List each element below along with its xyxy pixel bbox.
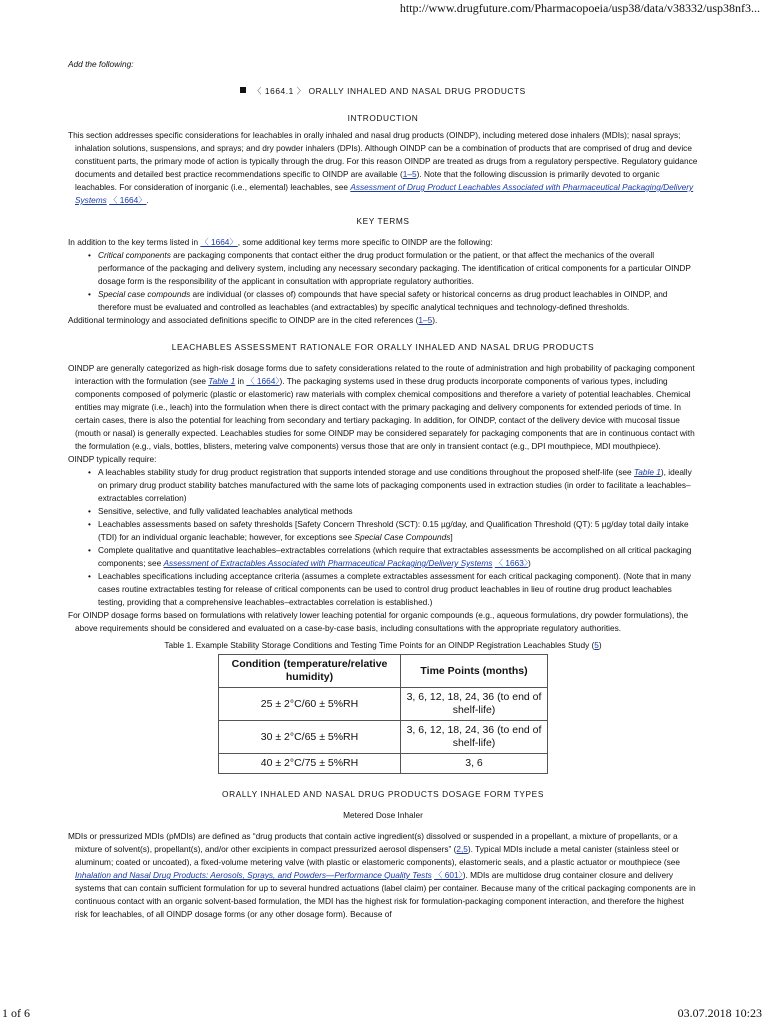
list-item: • Complete qualitative and quantitative leachables–extractables correlations (which require that extractables assessments be accomplished on all critical packaging components; see Assessment of Extractables Associated with Pharmaceutical Packaging/Delivery Systems 〈 1663〉) [98, 544, 698, 570]
list-item: • Sensitive, selective, and fully validated leachables analytical methods [98, 505, 698, 518]
introduction-paragraph: This section addresses specific considerations for leachables in orally inhaled and nasal drug products (OINDP), including metered dose inhalers (MDIs); nasal sprays; inhalation solutions, suspensions, and sprays; and dry powder inhalers (DPIs). Although OINDP can be a combination of products that are comprised of drug and device constituent parts, the primary mode of action is typically through the drug. For this reason OINDP are treated as drugs from a regulatory perspective. Regulatory guidance documents and detailed best practice recommendations specific to OINDP are available (1–5). Note that the following discussion is primarily devoted to organic leachables. For consideration of inorganic (i.e., elemental) leachables, see Assessment of Drug Product Leachables Associated with Pharmaceutical Packaging/Delivery Systems 〈 1664〉. [68, 130, 698, 205]
list-item: • A leachables stability study for drug product registration that supports intended storage and use conditions throughout the proposed shelf-life (see Table 1), ideally on primary drug product stability batches manufactured with the same lots of packaging components used in extraction studies (in order to facilitate a leachables–extractables correlation) [98, 466, 698, 505]
chapter-1664-link[interactable]: 〈 1664〉 [200, 237, 238, 247]
table-row [219, 721, 548, 754]
table-row [219, 754, 548, 774]
ref-link[interactable]: 5 [594, 640, 599, 650]
table-cell: 40 ± 2°C/75 ± 5%RH [219, 754, 401, 774]
ref-link[interactable]: 1–5 [402, 169, 417, 179]
table-cell: 25 ± 2°C/60 ± 5%RH [219, 688, 401, 721]
requires-lead: OINDP typically require: [68, 454, 157, 464]
dosage-forms-heading: ORALLY INHALED AND NASAL DRUG PRODUCTS DOSAGE FORM TYPES [222, 789, 544, 799]
additional-terminology: Additional terminology and associated definitions specific to OINDP are in the cited references (1–5). [68, 315, 438, 325]
ref-link[interactable]: 2,5 [456, 844, 468, 854]
chapter-number: 〈 1664.1 〉 [253, 86, 306, 96]
leachables-chapter-link[interactable]: Assessment of Drug Product Leachables Associated with Pharmaceutical Packaging/Delivery Systems [75, 182, 694, 205]
page-number: 1 of 6 [2, 1006, 30, 1020]
chapter-1664-link[interactable]: 〈 1664〉 [246, 376, 280, 386]
key-terms-heading: KEY TERMS [356, 216, 410, 226]
chapter-601-link[interactable]: 〈 601〉 [434, 870, 463, 880]
table-cell: 30 ± 2°C/65 ± 5%RH [219, 721, 401, 754]
requirements-list [68, 466, 698, 609]
table-cell: 3, 6, 12, 18, 24, 36 (to end of shelf-life) [401, 721, 548, 754]
lower-leaching-paragraph: For OINDP dosage forms based on formulations with relatively lower leaching potential for organic compounds (e.g., aqueous formulations, dry powder formulations), the above requirements should be considered and evaluated on a case-by-case basis, including consultations with the appropriate regulatory authorities. [68, 610, 689, 633]
table-1-link[interactable]: Table 1 [633, 467, 661, 477]
key-terms-lead: In addition to the key terms listed in 〈 1664〉, some additional key terms more specific to OINDP are the following: [68, 237, 493, 247]
intro-note: Add the following: [68, 59, 134, 69]
chapter-name: ORALLY INHALED AND NASAL DRUG PRODUCTS [308, 86, 526, 96]
table-row [219, 688, 548, 721]
list-item: • Critical components are packaging components that contact either the drug product formulation or the patient, or that affect the mechanics of the overall performance of the packaging and delivery system, including any necessary secondary packaging. The identification of critical components for a particular OINDP dosage form is the responsibility of the applicant in consultation with appropriate regulatory authorities. [98, 249, 698, 288]
list-item: • Special case compounds are individual (or classes of) compounds that have special safety or historical concerns as drug product leachables in OINDP, and therefore must be evaluated and controlled as leachables (and extractables) by specific analytical techniques and technology-defined thresholds. [98, 288, 698, 314]
ref-link[interactable]: 1–5 [418, 315, 433, 325]
column-header-condition: Condition (temperature/relative humidity) [219, 655, 401, 688]
list-item: • Leachables assessments based on safety thresholds [Safety Concern Threshold (SCT): 0.15 µg/day, and Qualification Threshold (QT): 5 µg/day total daily intake (TDI) for an individual organic leachable; however, for exceptions see Special Case Compounds] [98, 518, 698, 544]
list-item: • Leachables specifications including acceptance criteria (assumes a complete extractables assessment for each critical packaging component). (Note that in many cases routine extractables testing for release of critical components can be used to control drug product leachables in lieu of routine drug product leachables testing, providing that a comprehensive leachables–extractables correlation is established.) [98, 570, 698, 609]
table-header-row [219, 655, 548, 688]
chapter-1663-link[interactable]: 〈 1663〉 [494, 558, 528, 568]
mdi-subheading: Metered Dose Inhaler [343, 810, 423, 820]
document-body [68, 58, 698, 921]
inhalation-chapter-link[interactable]: Inhalation and Nasal Drug Products: Aerosols, Sprays, and Powders—Performance Quality Tests [75, 870, 432, 880]
introduction-heading: INTRODUCTION [347, 113, 419, 123]
print-datetime: 03.07.2018 10:23 [677, 1006, 762, 1020]
key-terms-list [68, 249, 698, 314]
chapter-1664-link[interactable]: 〈 1664〉 [109, 195, 147, 205]
rationale-heading: LEACHABLES ASSESSMENT RATIONALE FOR ORALLY INHALED AND NASAL DRUG PRODUCTS [171, 342, 595, 352]
extractables-chapter-link[interactable]: Assessment of Extractables Associated with Pharmaceutical Packaging/Delivery Systems [163, 558, 493, 568]
column-header-time-points: Time Points (months) [401, 655, 548, 688]
table-cell: 3, 6 [401, 754, 548, 774]
table-1-link[interactable]: Table 1 [208, 376, 236, 386]
table-cell: 3, 6, 12, 18, 24, 36 (to end of shelf-life) [401, 688, 548, 721]
section-marker-icon [240, 87, 246, 93]
rationale-paragraph: OINDP are generally categorized as high-risk dosage forms due to safety considerations related to the route of administration and high probability of packaging component interaction with the formulation (see Table 1 in 〈 1664〉). The packaging systems used in these drug products incorporate components of various types, including components composed of polymeric (plastic or elastomeric) raw materials with complex chemical compositions and therefore a variety of potential leachables. Chemical entities may migrate (i.e., leach) into the formulation when there is direct contact with the primary packaging and delivery components for extended periods of time. In certain cases, there is also the potential for leaching from secondary and tertiary packaging. In addition, for OINDP, contact of the delivery device with mucosal tissue (mouth or nasal) is generally expected. Leachables studies for some OINDP may be considered separately for packaging components that are in continuous contact with the formulation (e.g., vials, bottles, blisters, metering valve components) versus those that are only in transient contact (e.g., DPI mouthpiece, MDI mouthpiece). [68, 363, 695, 451]
mdi-paragraph: MDIs or pressurized MDIs (pMDIs) are defined as “drug products that contain active ingredient(s) dissolved or suspended in a propellant, a mixture of propellants, or a mixture of solvent(s), propellant(s), and/or other excipients in compact pressurized aerosol dispensers” (2,5). Typical MDIs include a metal canister (stainless steel or aluminum; coated or uncoated), a fixed-volume metering valve (with plastic or elastomeric components), elastomeric seals, and a plastic actuator or mouthpiece (see Inhalation and Nasal Drug Products: Aerosols, Sprays, and Powders—Performance Quality Tests 〈 601〉). MDIs are multidose drug container closure and delivery systems that can contain sufficient formulation for up to several hundred actuations (label claim) per container. Because many of the critical packaging components are in continuous contact with an organic solvent-based formulation, the MDI has the highest risk for formulation-packaging component interaction, and therefore the highest risk for leachables, of all OINDP dosage forms (or any other dosage form). Because of [68, 831, 696, 919]
page-url: http://www.drugfuture.com/Pharmacopoeia/usp38/data/v38332/usp38nf3... [399, 2, 760, 15]
chapter-title [68, 85, 698, 98]
stability-table [218, 654, 548, 774]
table-caption: Table 1. Example Stability Storage Conditions and Testing Time Points for an OINDP Registration Leachables Study (5) [164, 640, 602, 650]
